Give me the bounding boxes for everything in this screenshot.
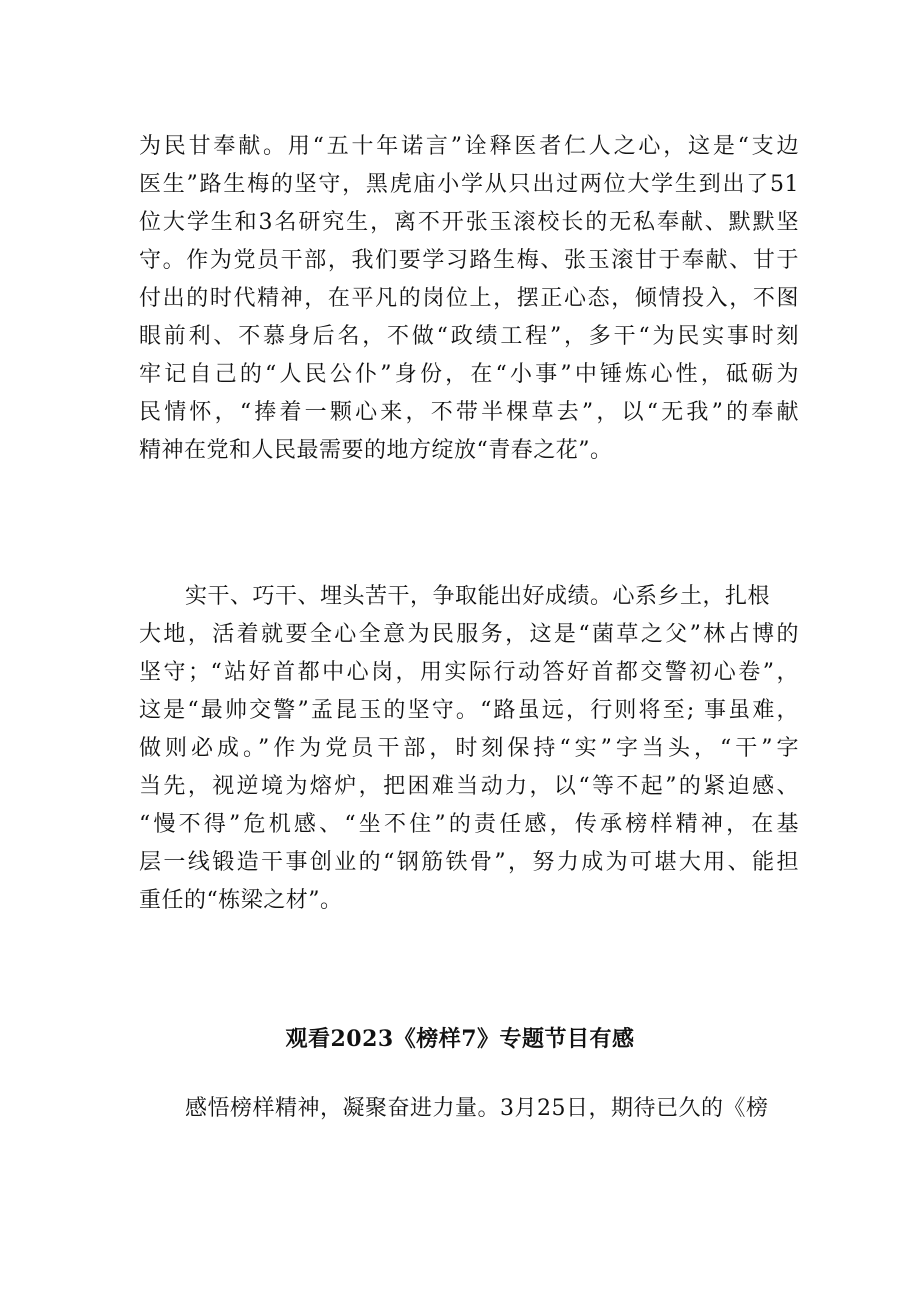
paragraph-line: 实干、巧干、埋头苦干，争取能出好成绩。心系乡土，扎根 — [185, 584, 771, 609]
paragraph-1 — [139, 128, 799, 470]
paragraph-line: 重任的“栋梁之材”。 — [139, 888, 343, 913]
paragraph-line: 眼前利、不慕身后名，不做“政绩工程”，多干“为民实事时刻 — [139, 324, 799, 349]
paragraph-line: 民情怀，“捧着一颗心来，不带半棵草去”，以“无我”的奉献 — [139, 400, 799, 425]
paragraph-3 — [139, 1090, 799, 1128]
paragraph-line: 精神在党和人民最需要的地方绽放“青春之花”。 — [139, 438, 613, 463]
paragraph-line: 感悟榜样精神，凝聚奋进力量。3月25日，期待已久的《榜 — [185, 1096, 769, 1121]
paragraph-line: 坚守；“站好首都中心岗，用实际行动答好首都交警初心卷”， — [139, 660, 799, 685]
paragraph-line: 医生”路生梅的坚守，黑虎庙小学从只出过两位大学生到出了51 — [139, 172, 799, 197]
paragraph-line: 付出的时代精神，在平凡的岗位上，摆正心态，倾情投入，不图 — [139, 286, 799, 311]
section-title: 观看2023《榜样7》专题节目有感 — [285, 1026, 635, 1052]
paragraph-line: 牢记自己的“人民公仆”身份，在“小事”中锤炼心性，砥砺为 — [139, 362, 799, 387]
paragraph-line: 为民甘奉献。用“五十年诺言”诠释医者仁人之心，这是“支边 — [139, 134, 799, 159]
paragraph-line: 这是“最帅交警”孟昆玉的坚守。“路虽远，行则将至; 事虽难， — [139, 698, 799, 723]
paragraph-line: 层一线锻造干事创业的“钢筋铁骨”，努力成为可堪大用、能担 — [139, 850, 799, 875]
paragraph-line: 守。作为党员干部，我们要学习路生梅、张玉滚甘于奉献、甘于 — [139, 248, 799, 273]
paragraph-line: “慢不得”危机感、“坐不住”的责任感，传承榜样精神，在基 — [139, 812, 799, 837]
paragraph-line: 当先，视逆境为熔炉，把困难当动力，以“等不起”的紧迫感、 — [139, 774, 799, 799]
paragraph-line: 位大学生和3名研究生，离不开张玉滚校长的无私奉献、默默坚 — [139, 210, 799, 235]
paragraph-line: 做则必成。”作为党员干部，时刻保持“实”字当头，“干”字 — [139, 736, 799, 761]
paragraph-2 — [139, 578, 799, 920]
paragraph-line: 大地，活着就要全心全意为民服务，这是“菌草之父”林占博的 — [139, 622, 799, 647]
